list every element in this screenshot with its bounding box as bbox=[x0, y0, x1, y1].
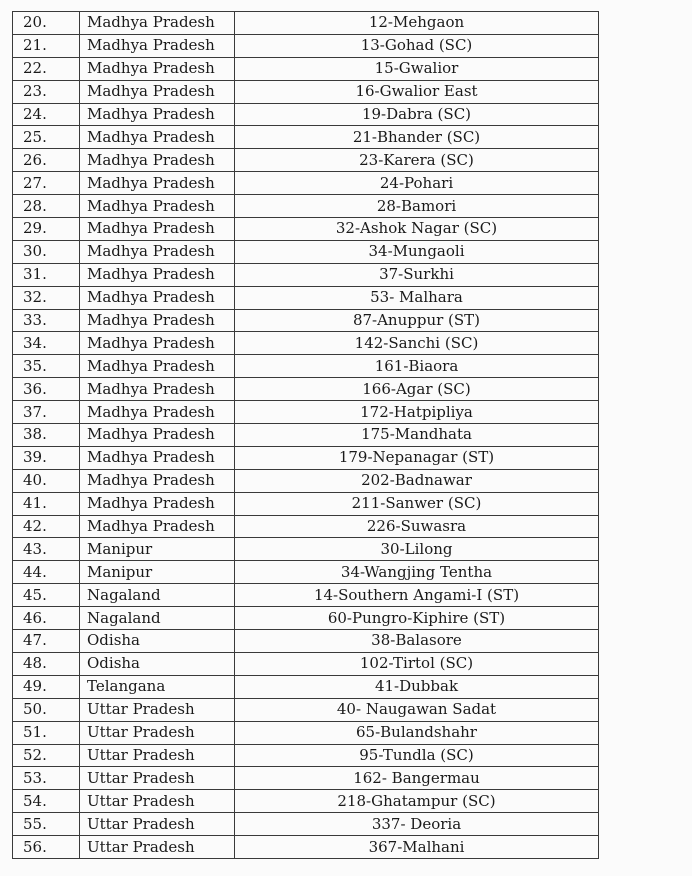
serial-number-cell: 36. bbox=[13, 378, 80, 401]
constituency-cell: 16-Gwalior East bbox=[235, 80, 599, 103]
serial-number-cell: 28. bbox=[13, 195, 80, 218]
document-page bbox=[12, 11, 599, 859]
table-row bbox=[13, 652, 599, 675]
state-cell: Madhya Pradesh bbox=[80, 286, 235, 309]
serial-number-cell: 30. bbox=[13, 240, 80, 263]
table-row bbox=[13, 57, 599, 80]
table-row bbox=[13, 561, 599, 584]
state-cell: Uttar Pradesh bbox=[80, 836, 235, 859]
constituency-cell: 211-Sanwer (SC) bbox=[235, 492, 599, 515]
state-cell: Nagaland bbox=[80, 607, 235, 630]
constituency-cell: 161-Biaora bbox=[235, 355, 599, 378]
state-cell: Madhya Pradesh bbox=[80, 446, 235, 469]
state-cell: Madhya Pradesh bbox=[80, 103, 235, 126]
state-cell: Uttar Pradesh bbox=[80, 744, 235, 767]
table-row bbox=[13, 263, 599, 286]
state-cell: Madhya Pradesh bbox=[80, 80, 235, 103]
serial-number-cell: 53. bbox=[13, 767, 80, 790]
constituency-cell: 23-Karera (SC) bbox=[235, 149, 599, 172]
constituency-cell: 142-Sanchi (SC) bbox=[235, 332, 599, 355]
table-row bbox=[13, 721, 599, 744]
constituency-cell: 337- Deoria bbox=[235, 813, 599, 836]
state-cell: Madhya Pradesh bbox=[80, 515, 235, 538]
constituency-cell: 41-Dubbak bbox=[235, 675, 599, 698]
state-cell: Madhya Pradesh bbox=[80, 12, 235, 35]
serial-number-cell: 34. bbox=[13, 332, 80, 355]
serial-number-cell: 55. bbox=[13, 813, 80, 836]
constituency-cell: 15-Gwalior bbox=[235, 57, 599, 80]
state-cell: Madhya Pradesh bbox=[80, 126, 235, 149]
constituency-cell: 175-Mandhata bbox=[235, 424, 599, 447]
table-row bbox=[13, 195, 599, 218]
state-cell: Uttar Pradesh bbox=[80, 721, 235, 744]
constituency-cell: 13-Gohad (SC) bbox=[235, 34, 599, 57]
state-cell: Odisha bbox=[80, 652, 235, 675]
serial-number-cell: 26. bbox=[13, 149, 80, 172]
serial-number-cell: 38. bbox=[13, 424, 80, 447]
state-cell: Madhya Pradesh bbox=[80, 332, 235, 355]
constituency-cell: 60-Pungro-Kiphire (ST) bbox=[235, 607, 599, 630]
state-cell: Madhya Pradesh bbox=[80, 263, 235, 286]
state-cell: Madhya Pradesh bbox=[80, 218, 235, 241]
table-row bbox=[13, 355, 599, 378]
table-row bbox=[13, 401, 599, 424]
table-row bbox=[13, 240, 599, 263]
constituency-cell: 34-Mungaoli bbox=[235, 240, 599, 263]
table-row bbox=[13, 126, 599, 149]
constituency-cell: 218-Ghatampur (SC) bbox=[235, 790, 599, 813]
table-row bbox=[13, 836, 599, 859]
serial-number-cell: 23. bbox=[13, 80, 80, 103]
table-row bbox=[13, 309, 599, 332]
table-row bbox=[13, 286, 599, 309]
serial-number-cell: 39. bbox=[13, 446, 80, 469]
constituency-cell: 21-Bhander (SC) bbox=[235, 126, 599, 149]
state-cell: Uttar Pradesh bbox=[80, 767, 235, 790]
constituency-cell: 24-Pohari bbox=[235, 172, 599, 195]
constituency-cell: 202-Badnawar bbox=[235, 469, 599, 492]
table-row bbox=[13, 332, 599, 355]
state-cell: Odisha bbox=[80, 630, 235, 653]
state-cell: Madhya Pradesh bbox=[80, 57, 235, 80]
serial-number-cell: 54. bbox=[13, 790, 80, 813]
constituency-cell: 12-Mehgaon bbox=[235, 12, 599, 35]
table-row bbox=[13, 218, 599, 241]
table-row bbox=[13, 744, 599, 767]
state-cell: Nagaland bbox=[80, 584, 235, 607]
table-row bbox=[13, 469, 599, 492]
state-cell: Uttar Pradesh bbox=[80, 790, 235, 813]
serial-number-cell: 43. bbox=[13, 538, 80, 561]
table-row bbox=[13, 12, 599, 35]
serial-number-cell: 52. bbox=[13, 744, 80, 767]
serial-number-cell: 42. bbox=[13, 515, 80, 538]
state-cell: Manipur bbox=[80, 561, 235, 584]
constituency-cell: 53- Malhara bbox=[235, 286, 599, 309]
serial-number-cell: 48. bbox=[13, 652, 80, 675]
serial-number-cell: 45. bbox=[13, 584, 80, 607]
state-cell: Madhya Pradesh bbox=[80, 34, 235, 57]
constituency-cell: 367-Malhani bbox=[235, 836, 599, 859]
table-row bbox=[13, 767, 599, 790]
table-row bbox=[13, 584, 599, 607]
serial-number-cell: 49. bbox=[13, 675, 80, 698]
serial-number-cell: 24. bbox=[13, 103, 80, 126]
serial-number-cell: 20. bbox=[13, 12, 80, 35]
constituency-cell: 65-Bulandshahr bbox=[235, 721, 599, 744]
serial-number-cell: 21. bbox=[13, 34, 80, 57]
serial-number-cell: 44. bbox=[13, 561, 80, 584]
table-row bbox=[13, 424, 599, 447]
constituency-cell: 38-Balasore bbox=[235, 630, 599, 653]
serial-number-cell: 56. bbox=[13, 836, 80, 859]
constituency-cell: 28-Bamori bbox=[235, 195, 599, 218]
state-cell: Madhya Pradesh bbox=[80, 355, 235, 378]
constituency-cell: 40- Naugawan Sadat bbox=[235, 698, 599, 721]
table-row bbox=[13, 492, 599, 515]
table-row bbox=[13, 675, 599, 698]
serial-number-cell: 50. bbox=[13, 698, 80, 721]
table-row bbox=[13, 790, 599, 813]
state-cell: Madhya Pradesh bbox=[80, 195, 235, 218]
constituency-cell: 34-Wangjing Tentha bbox=[235, 561, 599, 584]
serial-number-cell: 27. bbox=[13, 172, 80, 195]
state-cell: Madhya Pradesh bbox=[80, 309, 235, 332]
constituency-cell: 14-Southern Angami-I (ST) bbox=[235, 584, 599, 607]
state-cell: Madhya Pradesh bbox=[80, 149, 235, 172]
table-row bbox=[13, 813, 599, 836]
table-row bbox=[13, 515, 599, 538]
table-row bbox=[13, 149, 599, 172]
constituency-cell: 87-Anuppur (ST) bbox=[235, 309, 599, 332]
table-row bbox=[13, 446, 599, 469]
serial-number-cell: 25. bbox=[13, 126, 80, 149]
table-row bbox=[13, 34, 599, 57]
state-cell: Madhya Pradesh bbox=[80, 240, 235, 263]
state-cell: Madhya Pradesh bbox=[80, 492, 235, 515]
constituency-cell: 226-Suwasra bbox=[235, 515, 599, 538]
table-row bbox=[13, 103, 599, 126]
table-row bbox=[13, 80, 599, 103]
serial-number-cell: 40. bbox=[13, 469, 80, 492]
serial-number-cell: 33. bbox=[13, 309, 80, 332]
constituency-cell: 102-Tirtol (SC) bbox=[235, 652, 599, 675]
serial-number-cell: 46. bbox=[13, 607, 80, 630]
serial-number-cell: 22. bbox=[13, 57, 80, 80]
table-row bbox=[13, 698, 599, 721]
state-cell: Madhya Pradesh bbox=[80, 469, 235, 492]
constituency-cell: 172-Hatpipliya bbox=[235, 401, 599, 424]
state-cell: Madhya Pradesh bbox=[80, 378, 235, 401]
serial-number-cell: 29. bbox=[13, 218, 80, 241]
constituency-cell: 30-Lilong bbox=[235, 538, 599, 561]
table-row bbox=[13, 607, 599, 630]
serial-number-cell: 31. bbox=[13, 263, 80, 286]
serial-number-cell: 51. bbox=[13, 721, 80, 744]
state-cell: Uttar Pradesh bbox=[80, 813, 235, 836]
serial-number-cell: 32. bbox=[13, 286, 80, 309]
state-cell: Telangana bbox=[80, 675, 235, 698]
constituency-cell: 32-Ashok Nagar (SC) bbox=[235, 218, 599, 241]
serial-number-cell: 41. bbox=[13, 492, 80, 515]
state-cell: Manipur bbox=[80, 538, 235, 561]
state-cell: Uttar Pradesh bbox=[80, 698, 235, 721]
table-row bbox=[13, 172, 599, 195]
constituency-cell: 37-Surkhi bbox=[235, 263, 599, 286]
serial-number-cell: 37. bbox=[13, 401, 80, 424]
state-cell: Madhya Pradesh bbox=[80, 172, 235, 195]
constituency-cell: 166-Agar (SC) bbox=[235, 378, 599, 401]
constituency-cell: 95-Tundla (SC) bbox=[235, 744, 599, 767]
constituency-table bbox=[12, 11, 599, 859]
table-row bbox=[13, 378, 599, 401]
table-body bbox=[13, 12, 599, 859]
table-row bbox=[13, 538, 599, 561]
table-row bbox=[13, 630, 599, 653]
constituency-cell: 162- Bangermau bbox=[235, 767, 599, 790]
constituency-cell: 19-Dabra (SC) bbox=[235, 103, 599, 126]
state-cell: Madhya Pradesh bbox=[80, 401, 235, 424]
serial-number-cell: 47. bbox=[13, 630, 80, 653]
state-cell: Madhya Pradesh bbox=[80, 424, 235, 447]
serial-number-cell: 35. bbox=[13, 355, 80, 378]
constituency-cell: 179-Nepanagar (ST) bbox=[235, 446, 599, 469]
